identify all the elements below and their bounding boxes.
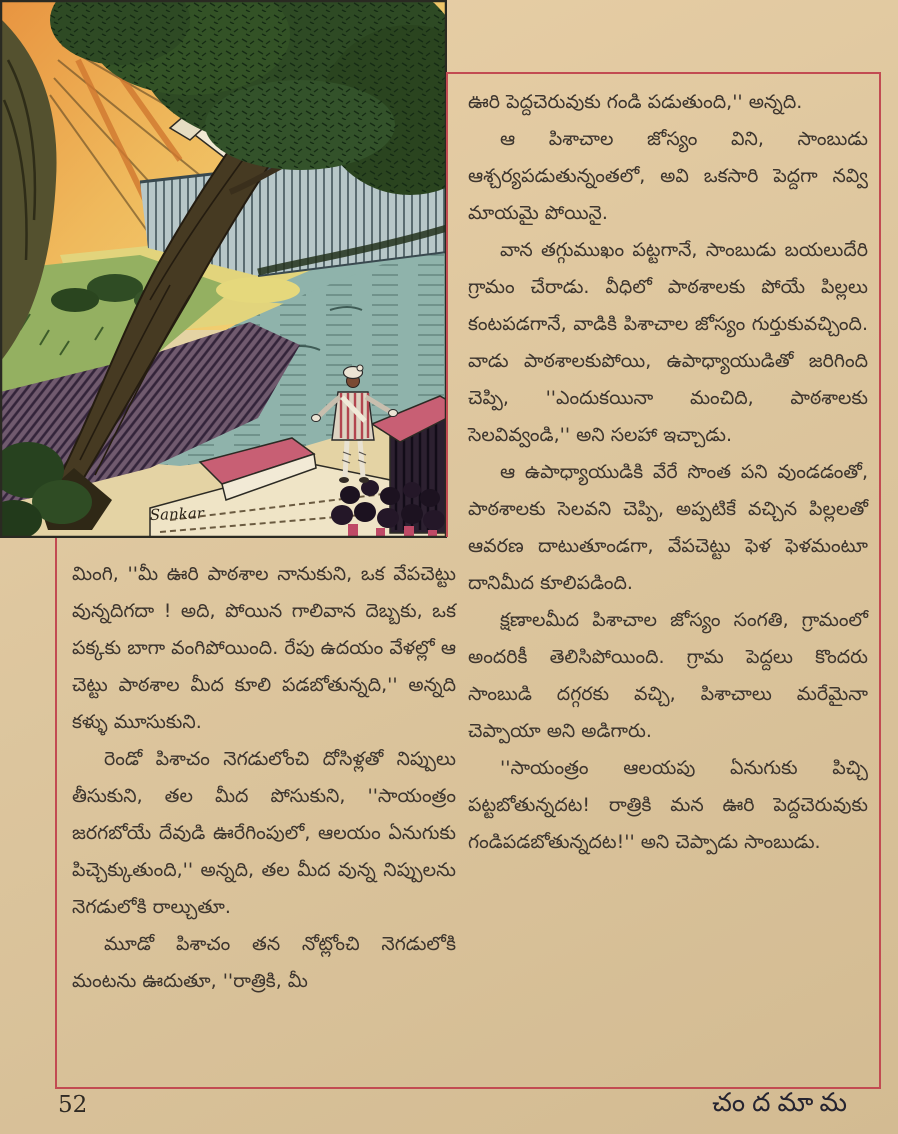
story-paragraph: ఆ ఉపాధ్యాయుడికి వేరే సొంత పని వుండడంతో, పాఠశాలకు సెలవని చెప్పి, అప్పటికే వచ్చిన పిల్లలతో ఆవరణ దాటుతూండగా, వేపచెట్టు ఫెళ ఫెళమంటూ దానిమీద కూలిపడింది. <box>468 461 868 594</box>
story-paragraph: రెండో పిశాచం నెగడులోంచి దోసిళ్లతో నిప్పులు తీసుకుని, తల మీద పోసుకుని, ''సాయంత్రం జరగబోయే దేవుడి ఊరేగింపులో, ఆలయం ఏనుగుకు పిచ్చెక్కుతుంది,'' అన్నది, తల మీద వున్న నిప్పులను నెగడులోకి రాల్చుతూ. <box>72 748 456 918</box>
story-paragraph: ''సాయంత్రం ఆలయపు ఏనుగుకు పిచ్చి పట్టబోతున్నదట! రాత్రికి మన ఊరి పెద్దచెరువుకు గండిపడబోతున్నదట!'' అని చెప్పాడు సాంబుడు. <box>468 757 868 853</box>
story-paragraph: మూడో పిశాచం తన నోట్లోంచి నెగడులోకి మంటను ఊదుతూ, ''రాత్రికి, మీ <box>72 933 456 992</box>
left-text-column <box>72 556 456 1084</box>
page-number: 52 <box>58 1092 88 1118</box>
story-paragraph: మింగి, ''మీ ఊరి పాఠశాల నానుకుని, ఒక వేపచెట్టు వున్నదిగదా ! అది, పోయిన గాలివాన దెబ్బకు, ఒక పక్కకు బాగా వంగిపోయింది. రేపు ఉదయం వేళల్లో ఆ చెట్టు పాఠశాల మీద కూలి పడబోతున్నది,'' అన్నది కళ్ళు మూసుకుని. <box>72 563 456 733</box>
story-paragraph: వాన తగ్గుముఖం పట్టగానే, సాంబుడు బయలుదేరి గ్రామం చేరాడు. వీధిలో పాఠశాలకు పోయే పిల్లలు కంటపడగానే, వాడికి పిశాచాల జోస్యం గుర్తుకువచ్చింది. వాడు పాఠశాలకుపోయి, ఉపాధ్యాయుడితో జరిగింది చెప్పి, ''ఎందుకయినా మంచిది, పాఠశాలకు సెలవివ్వండి,'' అని సలహా ఇచ్చాడు. <box>468 239 868 446</box>
story-paragraph: ఆ పిశాచాల జోస్యం విని, సాంబుడు ఆశ్చర్యపడుతున్నంతలో, అవి ఒకసారి పెద్దగా నవ్వి మాయమై పోయినై. <box>468 128 868 224</box>
artist-signature: Sankar <box>149 504 205 524</box>
story-illustration <box>0 0 447 538</box>
right-text-column <box>468 84 868 1082</box>
frame-border-segment <box>446 72 448 537</box>
magazine-title: చందమామ <box>712 1088 854 1118</box>
story-paragraph: ఊరి పెద్దచెరువుకు గండి పడుతుంది,'' అన్నది. <box>468 91 803 113</box>
story-paragraph: క్షణాలమీద పిశాచాల జోస్యం సంగతి, గ్రామంలో అందరికీ తెలిసిపోయింది. గ్రామ పెద్దలు కొందరు సాంబుడి దగ్గరకు వచ్చి, పిశాచాలు మరేమైనా చెప్పాయా అని అడిగారు. <box>468 609 868 742</box>
